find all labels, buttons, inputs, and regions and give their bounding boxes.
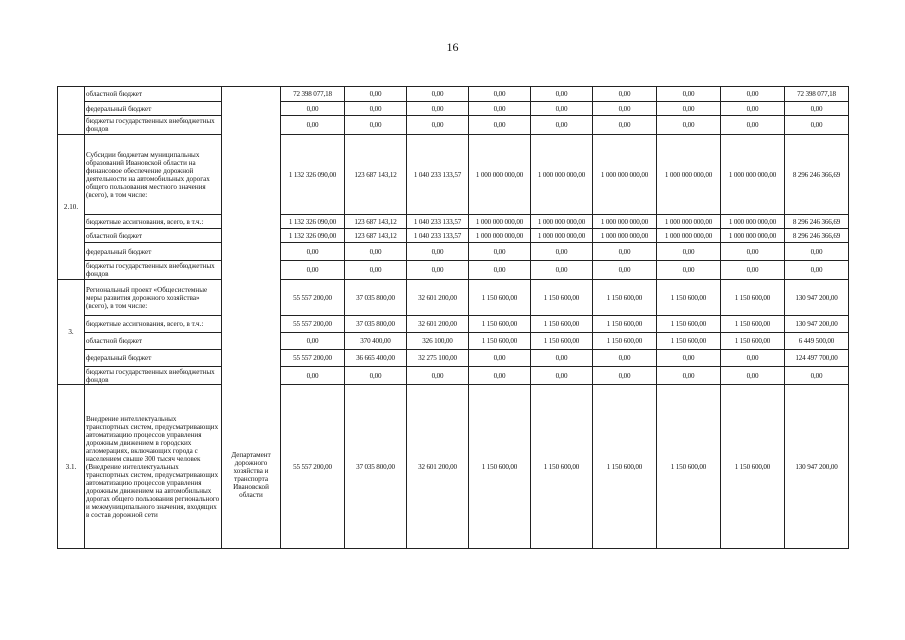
amount-cell: 0,00: [721, 102, 785, 116]
amount-cell: 1 150 600,00: [593, 385, 657, 549]
amount-cell: 123 687 143,12: [345, 215, 407, 229]
amount-cell: 0,00: [785, 116, 849, 135]
amount-cell: 37 035 800,00: [345, 385, 407, 549]
amount-cell: 0,00: [593, 116, 657, 135]
amount-cell: 326 100,00: [407, 333, 469, 350]
amount-cell: 1 040 233 133,57: [407, 229, 469, 243]
amount-cell: 0,00: [531, 243, 593, 261]
amount-cell: 0,00: [281, 102, 345, 116]
table-row: [58, 367, 849, 385]
amount-cell: 0,00: [657, 87, 721, 102]
department-name: Департамент дорожного хозяйства и транспорта Ивановской области: [231, 451, 271, 499]
amount-cell: 0,00: [407, 102, 469, 116]
amount-cell: 1 000 000 000,00: [531, 215, 593, 229]
row-label: бюджетные ассигнования, всего, в т.ч.:: [85, 316, 222, 333]
amount-cell: 1 150 600,00: [657, 333, 721, 350]
amount-cell: 1 000 000 000,00: [721, 215, 785, 229]
amount-cell: 0,00: [345, 116, 407, 135]
row-label: федеральный бюджет: [85, 350, 222, 367]
amount-cell: 0,00: [657, 261, 721, 280]
amount-cell: 0,00: [721, 116, 785, 135]
table-row: [58, 243, 849, 261]
table-row: [58, 333, 849, 350]
table-row: [58, 116, 849, 135]
page-number: 16: [446, 40, 459, 54]
amount-cell: 0,00: [785, 243, 849, 261]
amount-cell: 1 000 000 000,00: [721, 135, 785, 215]
amount-cell: 124 497 700,00: [785, 350, 849, 367]
amount-cell: 0,00: [593, 367, 657, 385]
amount-cell: 0,00: [469, 367, 531, 385]
amount-cell: 0,00: [407, 261, 469, 280]
amount-cell: 0,00: [657, 116, 721, 135]
amount-cell: 1 000 000 000,00: [531, 229, 593, 243]
row-label: федеральный бюджет: [85, 102, 222, 116]
row-index: 3.1.: [58, 385, 85, 549]
row-label: областной бюджет: [85, 333, 222, 350]
amount-cell: 1 150 600,00: [531, 333, 593, 350]
amount-cell: 1 150 600,00: [721, 316, 785, 333]
amount-cell: 6 449 500,00: [785, 333, 849, 350]
amount-cell: 72 398 077,18: [281, 87, 345, 102]
amount-cell: 55 557 200,00: [281, 350, 345, 367]
responsible-department: [222, 87, 281, 549]
table-row: [58, 102, 849, 116]
amount-cell: 1 150 600,00: [721, 385, 785, 549]
amount-cell: 0,00: [345, 87, 407, 102]
amount-cell: 1 000 000 000,00: [593, 215, 657, 229]
amount-cell: 8 296 246 366,69: [785, 229, 849, 243]
amount-cell: 0,00: [593, 102, 657, 116]
amount-cell: 1 132 326 090,00: [281, 215, 345, 229]
amount-cell: 0,00: [531, 116, 593, 135]
amount-cell: 0,00: [407, 116, 469, 135]
table-row: [58, 316, 849, 333]
row-label: бюджеты государственных внебюджетных фондов: [85, 116, 222, 135]
table-row: [58, 385, 849, 549]
amount-cell: 1 150 600,00: [531, 385, 593, 549]
amount-cell: 1 000 000 000,00: [531, 135, 593, 215]
amount-cell: 370 400,00: [345, 333, 407, 350]
amount-cell: 123 687 143,12: [345, 135, 407, 215]
amount-cell: 32 275 100,00: [407, 350, 469, 367]
amount-cell: 1 000 000 000,00: [469, 229, 531, 243]
amount-cell: 8 296 246 366,69: [785, 135, 849, 215]
amount-cell: 1 132 326 090,00: [281, 229, 345, 243]
amount-cell: 0,00: [531, 87, 593, 102]
amount-cell: 32 601 200,00: [407, 316, 469, 333]
row-label: федеральный бюджет: [85, 243, 222, 261]
amount-cell: 1 000 000 000,00: [469, 215, 531, 229]
amount-cell: 0,00: [721, 350, 785, 367]
amount-cell: 0,00: [281, 367, 345, 385]
amount-cell: 1 150 600,00: [721, 333, 785, 350]
row-label: Региональный проект «Общесистемные меры развития дорожного хозяйства» (всего), в том числе:: [85, 280, 222, 316]
amount-cell: 1 150 600,00: [657, 385, 721, 549]
table-row: [58, 261, 849, 280]
amount-cell: 1 000 000 000,00: [721, 229, 785, 243]
amount-cell: 130 947 200,00: [785, 385, 849, 549]
amount-cell: 0,00: [281, 116, 345, 135]
amount-cell: 0,00: [281, 243, 345, 261]
amount-cell: 1 000 000 000,00: [657, 215, 721, 229]
amount-cell: 72 398 077,18: [785, 87, 849, 102]
table-row: [58, 280, 849, 316]
row-index: 2.10.: [58, 135, 85, 280]
row-index: [58, 87, 85, 135]
amount-cell: 0,00: [785, 367, 849, 385]
amount-cell: 1 040 233 133,57: [407, 215, 469, 229]
table-row: [58, 215, 849, 229]
amount-cell: 0,00: [721, 87, 785, 102]
amount-cell: 0,00: [281, 333, 345, 350]
table-row: [58, 87, 849, 102]
amount-cell: 0,00: [785, 102, 849, 116]
amount-cell: 0,00: [657, 243, 721, 261]
amount-cell: 1 150 600,00: [469, 280, 531, 316]
amount-cell: 0,00: [721, 367, 785, 385]
row-index: 3.: [58, 280, 85, 385]
amount-cell: 1 150 600,00: [531, 316, 593, 333]
amount-cell: 1 150 600,00: [657, 316, 721, 333]
amount-cell: 0,00: [469, 350, 531, 367]
amount-cell: 123 687 143,12: [345, 229, 407, 243]
amount-cell: 1 150 600,00: [593, 280, 657, 316]
amount-cell: 1 150 600,00: [531, 280, 593, 316]
amount-cell: 1 150 600,00: [657, 280, 721, 316]
row-label: областной бюджет: [85, 87, 222, 102]
budget-table: [57, 86, 849, 549]
amount-cell: 0,00: [469, 243, 531, 261]
amount-cell: 32 601 200,00: [407, 280, 469, 316]
amount-cell: 0,00: [593, 243, 657, 261]
amount-cell: 0,00: [785, 261, 849, 280]
amount-cell: 55 557 200,00: [281, 316, 345, 333]
amount-cell: 0,00: [657, 350, 721, 367]
amount-cell: 0,00: [531, 367, 593, 385]
row-label: Внедрение интеллектуальных транспортных систем, предусматривающих автоматизацию процессов управления дорожным движением в городских агломерациях, включающих города с населением свыше 300 тысяч человек (Внедрение интеллектуальных транспортных систем, предусматривающих автоматизацию процессов управления дорожным движением на автомобильных дорогах общего пользования регионального и межмуниципального значения, входящих в состав дорожной сети: [85, 385, 222, 549]
amount-cell: 1 150 600,00: [469, 385, 531, 549]
amount-cell: 130 947 200,00: [785, 316, 849, 333]
amount-cell: 0,00: [531, 102, 593, 116]
amount-cell: 0,00: [345, 367, 407, 385]
amount-cell: 37 035 800,00: [345, 280, 407, 316]
amount-cell: 1 150 600,00: [721, 280, 785, 316]
row-label: Субсидии бюджетам муниципальных образований Ивановской области на финансовое обеспечение дорожной деятельности на автомобильных дорогах общего пользования местного значения (всего), в том числе:: [85, 135, 222, 215]
amount-cell: 32 601 200,00: [407, 385, 469, 549]
amount-cell: 0,00: [281, 261, 345, 280]
amount-cell: 0,00: [657, 102, 721, 116]
amount-cell: 0,00: [531, 261, 593, 280]
amount-cell: 0,00: [469, 116, 531, 135]
amount-cell: 1 150 600,00: [593, 316, 657, 333]
amount-cell: 0,00: [407, 87, 469, 102]
amount-cell: 36 665 400,00: [345, 350, 407, 367]
amount-cell: 0,00: [407, 243, 469, 261]
amount-cell: 0,00: [407, 367, 469, 385]
amount-cell: 55 557 200,00: [281, 385, 345, 549]
amount-cell: 1 040 233 133,57: [407, 135, 469, 215]
amount-cell: 0,00: [593, 87, 657, 102]
amount-cell: 0,00: [469, 102, 531, 116]
amount-cell: 0,00: [345, 243, 407, 261]
row-label: бюджетные ассигнования, всего, в т.ч.:: [85, 215, 222, 229]
amount-cell: 1 150 600,00: [469, 333, 531, 350]
table-row: [58, 135, 849, 215]
amount-cell: 1 132 326 090,00: [281, 135, 345, 215]
amount-cell: 55 557 200,00: [281, 280, 345, 316]
amount-cell: 1 150 600,00: [593, 333, 657, 350]
amount-cell: 0,00: [531, 350, 593, 367]
row-label: бюджеты государственных внебюджетных фондов: [85, 261, 222, 280]
amount-cell: 0,00: [721, 261, 785, 280]
amount-cell: 130 947 200,00: [785, 280, 849, 316]
amount-cell: 0,00: [345, 102, 407, 116]
amount-cell: 8 296 246 366,69: [785, 215, 849, 229]
row-label: бюджеты государственных внебюджетных фондов: [85, 367, 222, 385]
amount-cell: 1 150 600,00: [469, 316, 531, 333]
amount-cell: 37 035 800,00: [345, 316, 407, 333]
table-row: [58, 350, 849, 367]
amount-cell: 0,00: [721, 243, 785, 261]
amount-cell: 1 000 000 000,00: [593, 229, 657, 243]
amount-cell: 1 000 000 000,00: [657, 229, 721, 243]
amount-cell: 0,00: [657, 367, 721, 385]
amount-cell: 0,00: [345, 261, 407, 280]
amount-cell: 0,00: [593, 261, 657, 280]
row-label: областной бюджет: [85, 229, 222, 243]
amount-cell: 1 000 000 000,00: [593, 135, 657, 215]
table-row: [58, 229, 849, 243]
amount-cell: 0,00: [593, 350, 657, 367]
amount-cell: 1 000 000 000,00: [657, 135, 721, 215]
amount-cell: 0,00: [469, 261, 531, 280]
amount-cell: 1 000 000 000,00: [469, 135, 531, 215]
amount-cell: 0,00: [469, 87, 531, 102]
